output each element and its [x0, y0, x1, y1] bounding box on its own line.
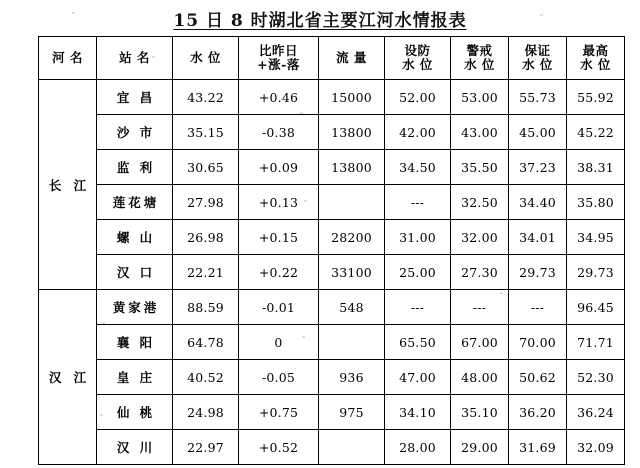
- column-header-change-line-2: +涨-落: [257, 57, 300, 72]
- warning-level: 32.50: [451, 185, 509, 220]
- table-header: [39, 37, 625, 80]
- water-level: 88.59: [173, 290, 239, 325]
- warning-level: 53.00: [451, 80, 509, 115]
- station-name: 汉 川: [97, 430, 173, 465]
- level-change: +0.75: [239, 395, 319, 430]
- guarantee-level: 70.00: [509, 325, 567, 360]
- station-name: 监 利: [97, 150, 173, 185]
- warning-level: 35.50: [451, 150, 509, 185]
- level-change: -0.38: [239, 115, 319, 150]
- level-change: +0.15: [239, 220, 319, 255]
- level-change: 0: [239, 325, 319, 360]
- max-level: 29.73: [567, 255, 625, 290]
- table-row: [39, 255, 625, 290]
- guarantee-level: 34.01: [509, 220, 567, 255]
- water-level: 40.52: [173, 360, 239, 395]
- table-row: [39, 185, 625, 220]
- column-header-station: [97, 37, 173, 80]
- station-name: 汉 口: [97, 255, 173, 290]
- max-level: 32.09: [567, 430, 625, 465]
- column-header-water-level: [173, 37, 239, 80]
- column-header-warning-level-line-1: 警戒: [466, 42, 493, 58]
- warning-level: 67.00: [451, 325, 509, 360]
- warning-level: 48.00: [451, 360, 509, 395]
- column-header-flow-line-1: 流 量: [336, 49, 367, 65]
- table-row: [39, 290, 625, 325]
- level-change: +0.09: [239, 150, 319, 185]
- water-level: 26.98: [173, 220, 239, 255]
- guarantee-level: 29.73: [509, 255, 567, 290]
- table-body: [39, 80, 625, 465]
- max-level: 55.92: [567, 80, 625, 115]
- flood-level: 65.50: [385, 325, 451, 360]
- column-header-max-level-line-1: 最高: [582, 42, 609, 58]
- station-name: 螺 山: [97, 220, 173, 255]
- column-header-warning-level-line-2: 水 位: [464, 57, 495, 72]
- water-level: 43.22: [173, 80, 239, 115]
- guarantee-level: 36.20: [509, 395, 567, 430]
- water-level: 22.21: [173, 255, 239, 290]
- guarantee-level: 45.00: [509, 115, 567, 150]
- flow-value: [319, 325, 385, 360]
- table-row: [39, 220, 625, 255]
- flow-value: 936: [319, 360, 385, 395]
- water-level: 35.15: [173, 115, 239, 150]
- max-level: 45.22: [567, 115, 625, 150]
- guarantee-level: 50.62: [509, 360, 567, 395]
- flood-level: 34.10: [385, 395, 451, 430]
- column-header-flood-level-line-1: 设防: [404, 42, 431, 58]
- column-header-guarantee-level-line-2: 水 位: [522, 57, 553, 72]
- flow-value: 975: [319, 395, 385, 430]
- water-level-table: [38, 36, 625, 465]
- water-level: 27.98: [173, 185, 239, 220]
- river-name-changjiang: 长 江: [39, 80, 97, 290]
- level-change: +0.46: [239, 80, 319, 115]
- level-change: +0.22: [239, 255, 319, 290]
- max-level: 96.45: [567, 290, 625, 325]
- table-row: [39, 325, 625, 360]
- warning-level: ---: [451, 290, 509, 325]
- warning-level: 27.30: [451, 255, 509, 290]
- station-name: 皇 庄: [97, 360, 173, 395]
- column-header-flood-level: [385, 37, 451, 80]
- column-header-guarantee-level-line-1: 保证: [524, 42, 551, 58]
- station-name: 仙 桃: [97, 395, 173, 430]
- warning-level: 35.10: [451, 395, 509, 430]
- max-level: 52.30: [567, 360, 625, 395]
- flood-level: 47.00: [385, 360, 451, 395]
- column-header-guarantee-level: [509, 37, 567, 80]
- station-name: 襄 阳: [97, 325, 173, 360]
- table-row: [39, 360, 625, 395]
- column-header-warning-level: [451, 37, 509, 80]
- guarantee-level: ---: [509, 290, 567, 325]
- flood-level: 52.00: [385, 80, 451, 115]
- column-header-change-line-1: 比昨日: [258, 42, 298, 58]
- water-level: 22.97: [173, 430, 239, 465]
- column-header-max-level-line-2: 水 位: [580, 57, 611, 72]
- flood-level: 28.00: [385, 430, 451, 465]
- max-level: 35.80: [567, 185, 625, 220]
- max-level: 38.31: [567, 150, 625, 185]
- flow-value: 15000: [319, 80, 385, 115]
- flow-value: [319, 185, 385, 220]
- table-row: [39, 430, 625, 465]
- column-header-water-level-line-1: 水 位: [190, 49, 221, 65]
- river-name-hanjiang: 汉 江: [39, 290, 97, 465]
- guarantee-level: 37.23: [509, 150, 567, 185]
- flood-level: 34.50: [385, 150, 451, 185]
- water-level: 30.65: [173, 150, 239, 185]
- flow-value: [319, 430, 385, 465]
- level-change: -0.05: [239, 360, 319, 395]
- column-header-river: [39, 37, 97, 80]
- flood-level: ---: [385, 185, 451, 220]
- level-change: -0.01: [239, 290, 319, 325]
- table-container: [0, 36, 640, 465]
- station-name: 宜 昌: [97, 80, 173, 115]
- table-row: [39, 395, 625, 430]
- column-header-flood-level-line-2: 水 位: [402, 57, 433, 72]
- flow-value: 548: [319, 290, 385, 325]
- max-level: 36.24: [567, 395, 625, 430]
- warning-level: 32.00: [451, 220, 509, 255]
- page-title: 15 日 8 时湖北省主要江河水情报表: [173, 11, 467, 31]
- table-row: [39, 150, 625, 185]
- station-name: 黄家港: [97, 290, 173, 325]
- water-level: 64.78: [173, 325, 239, 360]
- max-level: 71.71: [567, 325, 625, 360]
- warning-level: 29.00: [451, 430, 509, 465]
- station-name: 莲花塘: [97, 185, 173, 220]
- station-name: 沙 市: [97, 115, 173, 150]
- table-row: [39, 115, 625, 150]
- column-header-change: [239, 37, 319, 80]
- max-level: 34.95: [567, 220, 625, 255]
- guarantee-level: 34.40: [509, 185, 567, 220]
- flow-value: 28200: [319, 220, 385, 255]
- level-change: +0.13: [239, 185, 319, 220]
- column-header-station-line-1: 站 名: [119, 49, 150, 65]
- guarantee-level: 55.73: [509, 80, 567, 115]
- table-row: [39, 80, 625, 115]
- flood-level: 31.00: [385, 220, 451, 255]
- flood-level: 42.00: [385, 115, 451, 150]
- guarantee-level: 31.69: [509, 430, 567, 465]
- flow-value: 33100: [319, 255, 385, 290]
- warning-level: 43.00: [451, 115, 509, 150]
- flow-value: 13800: [319, 115, 385, 150]
- column-header-max-level: [567, 37, 625, 80]
- header-row: [39, 37, 625, 80]
- flow-value: 13800: [319, 150, 385, 185]
- flood-level: 25.00: [385, 255, 451, 290]
- level-change: +0.52: [239, 430, 319, 465]
- column-header-river-line-1: 河 名: [52, 49, 83, 65]
- flood-level: ---: [385, 290, 451, 325]
- water-level: 24.98: [173, 395, 239, 430]
- column-header-flow: [319, 37, 385, 80]
